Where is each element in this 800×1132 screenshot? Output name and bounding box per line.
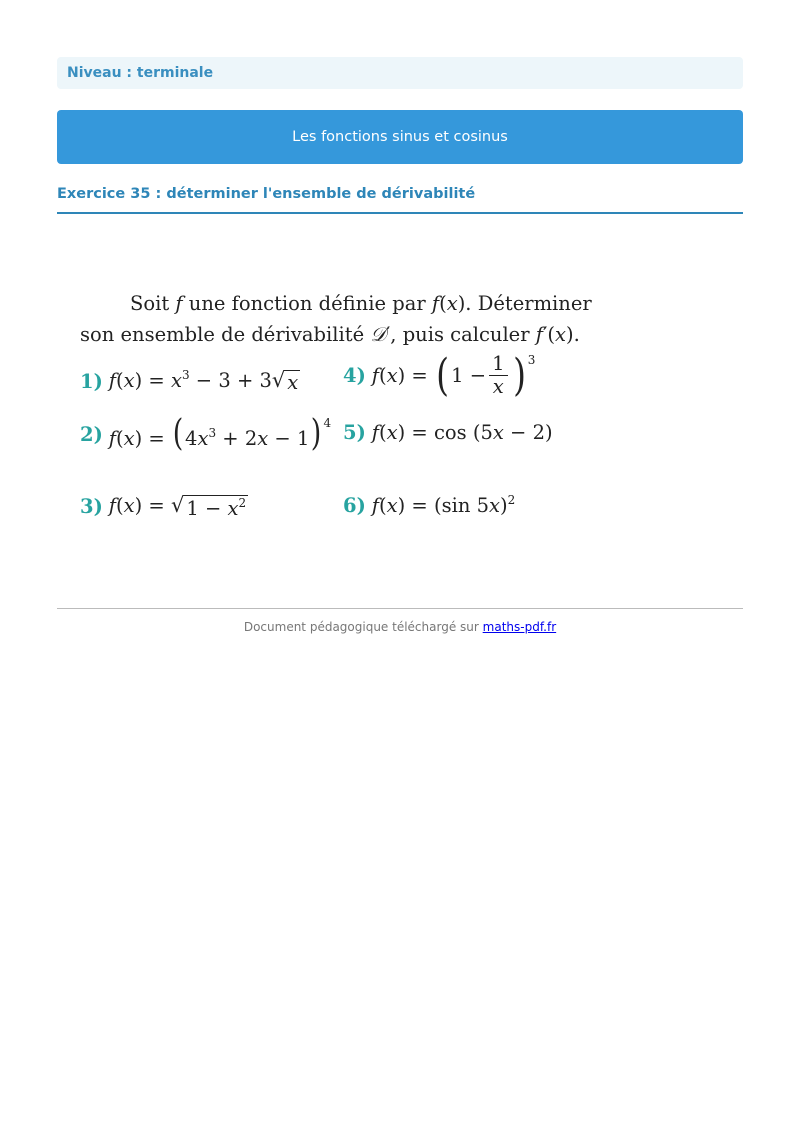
question-expression: f ( x ) = ( 1 − $\frac{1}{x}$ ) $^3$ [371,349,536,401]
question-number: 3) [80,495,103,518]
intro-line-2: son ensemble de dérivabilité 𝒟′, puis calculer f′(x). [80,323,580,346]
question-number: 6) [343,493,366,517]
exercise-intro [80,288,640,350]
exercise-title: Exercice 35 : déterminer l'ensemble de dérivabilité [57,186,743,214]
question-expression: f(x) = (sin 5x)$^2$ [371,493,516,517]
level-label: Niveau : terminale [67,65,214,81]
footer-link[interactable]: maths-pdf.fr [482,620,557,634]
exercise-statement [80,288,640,520]
question-expression: $f(x) = (4x^3 + 2x - 1)$ $^4$ [108,413,332,454]
footer-text: Document pédagogique téléchargé sur [243,620,479,634]
question-expression: f(x) = cos (5x − 2) [371,421,553,444]
question-5 [343,421,553,444]
intro-line-1: Soit f une fonction définie par f(x). Déterminer [130,292,592,315]
question-number: 2) [80,422,103,446]
question-3 [80,493,248,520]
question-number: 1) [80,369,103,393]
question-number: 4) [343,364,366,387]
footer-divider [57,608,743,609]
question-number: 5) [343,421,366,444]
chapter-banner [57,110,743,164]
question-4 [343,349,536,401]
question-expression: $f(x) = x^3 - 3 + 3$ √ x [108,368,299,394]
question-1 [80,368,300,394]
chapter-title: Les fonctions sinus et cosinus [292,129,508,145]
level-box [57,57,743,89]
footer [57,620,743,634]
question-expression: f(x) = √ $1 - x^2$ [108,493,247,520]
question-6 [343,493,515,517]
question-2 [80,413,332,454]
